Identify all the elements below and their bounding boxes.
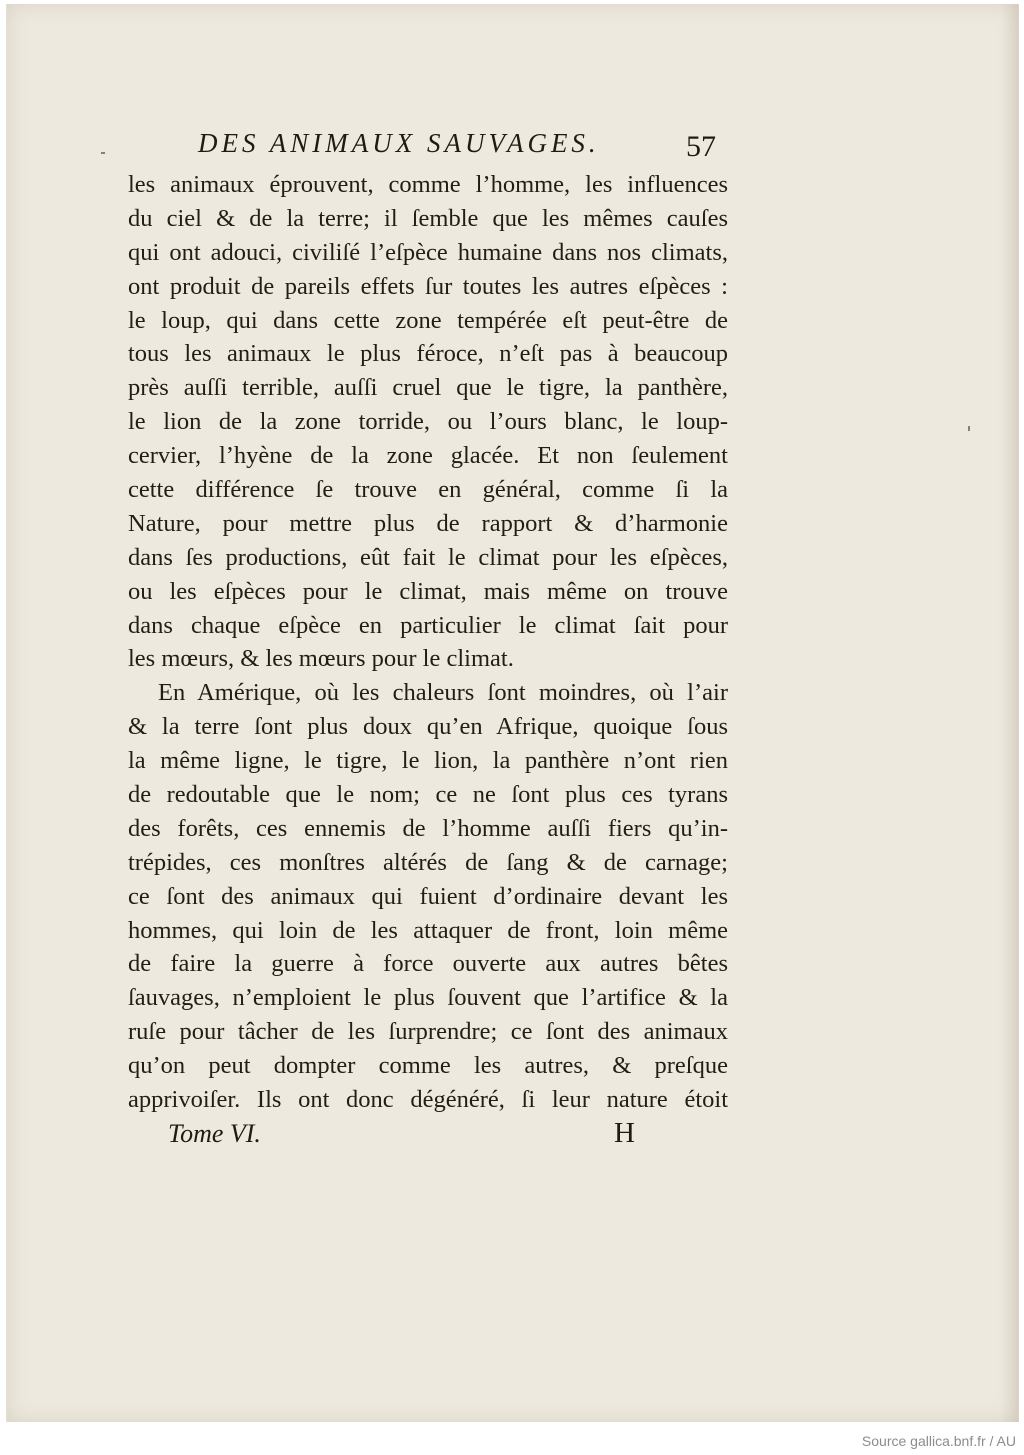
text-line: En Amérique, où les chaleurs ſont moindres, où l’air — [158, 679, 728, 707]
paragraph-2 — [128, 676, 728, 1117]
text-line: apprivoiſer. Ils ont donc dégénéré, ſi leur nature étoit — [128, 1086, 728, 1114]
text-line: ou les eſpèces pour le climat, mais même on trouve — [128, 577, 728, 605]
body-text — [128, 168, 728, 1117]
text-line: les mœurs, & les mœurs pour le climat. — [128, 645, 514, 673]
text-line: qui ont adouci, civiliſé l’eſpèce humaine dans nos climats, — [128, 238, 728, 266]
text-line: ce ſont des animaux qui fuient d’ordinaire devant les — [128, 882, 728, 910]
text-line: hommes, qui loin de les attaquer de front, loin même — [128, 916, 728, 944]
text-line: tous les animaux le plus féroce, n’eſt pas à beaucoup — [128, 340, 728, 368]
volume-label: Tome VI. — [168, 1119, 261, 1148]
text-line: des forêts, ces ennemis de l’homme auſſi fiers qu’in- — [128, 814, 728, 842]
text-line: près auſſi terrible, auſſi cruel que le tigre, la panthère, — [128, 374, 728, 402]
text-line: les animaux éprouvent, comme l’homme, les influences — [128, 171, 728, 198]
text-line: dans ſes productions, eût fait le climat pour les eſpèces, — [128, 543, 728, 571]
signature-mark: H — [614, 1117, 635, 1149]
text-line: le loup, qui dans cette zone tempérée eſt peut-être de — [128, 306, 728, 334]
running-head: DES ANIMAUX SAUVAGES. — [198, 128, 600, 158]
text-line: & la terre ſont plus doux qu’en Afrique, quoique ſous — [128, 713, 728, 741]
text-line: du ciel & de la terre; il ſemble que les mêmes cauſes — [128, 204, 728, 232]
text-line: qu’on peut dompter comme les autres, & preſque — [128, 1052, 728, 1080]
text-line: la même ligne, le tigre, le lion, la panthère n’ont rien — [128, 747, 728, 775]
margin-mark — [101, 152, 105, 154]
text-line: ruſe pour tâcher de les ſurprendre; ce ſont des animaux — [128, 1018, 728, 1046]
text-line: ont produit de pareils effets ſur toutes les autres eſpèces : — [128, 272, 728, 300]
text-line: dans chaque eſpèce en particulier le climat ſait pour — [128, 611, 728, 639]
paragraph-1 — [128, 168, 728, 676]
text-line: cette différence ſe trouve en général, comme ſi la — [128, 476, 728, 504]
text-line: de faire la guerre à force ouverte aux autres bêtes — [128, 950, 728, 978]
text-line: de redoutable que le nom; ce ne ſont plus ces tyrans — [128, 781, 728, 809]
text-line: Nature, pour mettre plus de rapport & d’harmonie — [128, 509, 728, 537]
text-line: trépides, ces monſtres altérés de ſang & de carnage; — [128, 848, 728, 876]
text-line: le lion de la zone torride, ou l’ours blanc, le loup- — [128, 408, 728, 436]
page-edge-shadow — [1000, 4, 1018, 1422]
source-credit: Source gallica.bnf.fr / AU — [861, 1433, 1016, 1449]
text-line: ſauvages, n’emploient le plus ſouvent que l’artifice & la — [128, 984, 728, 1012]
margin-mark — [968, 426, 970, 431]
text-line: cervier, l’hyène de la zone glacée. Et non ſeulement — [128, 442, 728, 470]
page-number: 57 — [686, 130, 716, 163]
